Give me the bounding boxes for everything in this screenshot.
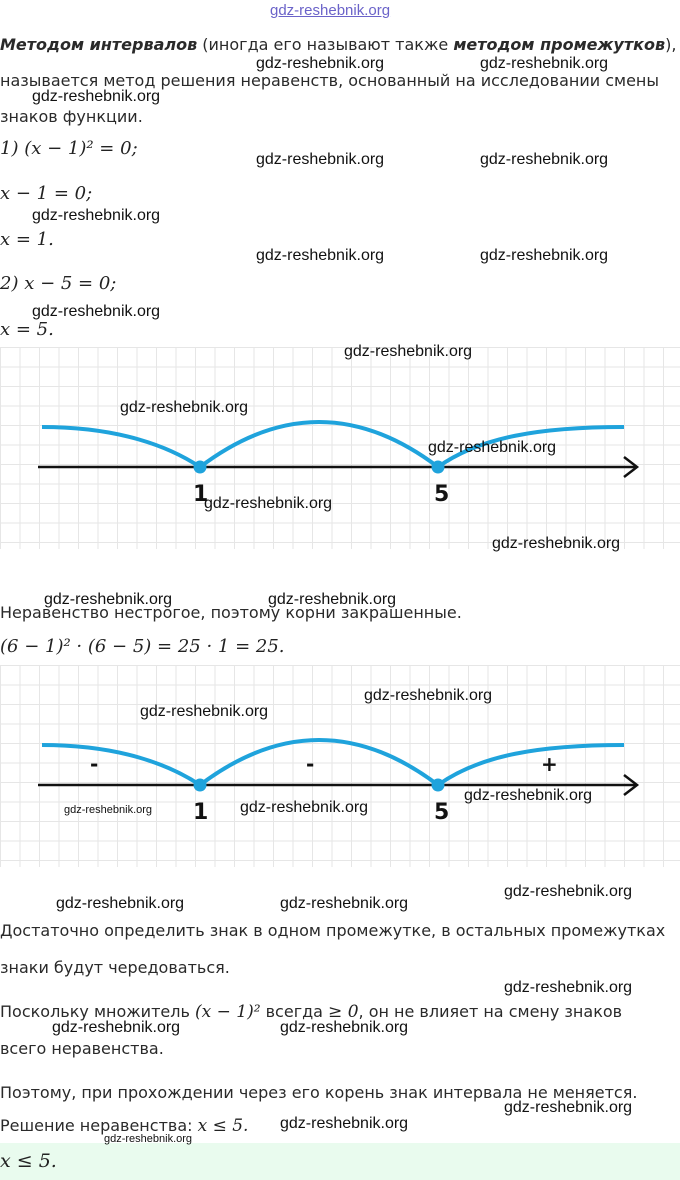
step-3: x = 1. [0,229,54,250]
watermark: gdz-reshebnik.org [256,55,385,72]
watermark: gdz-reshebnik.org [120,399,249,416]
solution-math: x ≤ 5. [197,1116,249,1136]
watermark: gdz-reshebnik.org [504,979,633,996]
step-5: x = 5. [0,319,54,340]
sign-arc-middle [200,422,438,467]
sign-arc-left [42,427,200,467]
watermark: gdz-reshebnik.org [240,799,369,816]
answer-box [0,1143,680,1180]
watermark: gdz-reshebnik.org [52,1019,181,1036]
watermark: gdz-reshebnik.org [32,88,161,105]
para-2-a: Поскольку множитель [0,1002,195,1021]
watermark: gdz-reshebnik.org [32,303,161,320]
sign-check-expression: (6 − 1)² · (6 − 5) = 25 · 1 = 25. [0,636,285,657]
watermark: gdz-reshebnik.org [480,247,609,264]
intro-line-1 [0,34,676,56]
sign-arc-middle [200,740,438,785]
sign-arc-right [438,745,624,785]
watermark-top[interactable]: gdz-reshebnik.org [270,2,391,19]
root-label-1: 1 [193,482,209,507]
intro-line-3: знаков функции. [0,107,143,126]
root-point-1 [194,779,207,792]
watermark: gdz-reshebnik.org [504,883,633,900]
answer-value: x ≤ 5. [0,1150,57,1172]
watermark: gdz-reshebnik.org [44,591,173,608]
step-2: x − 1 = 0; [0,183,93,204]
strict-note: Неравенство нестрогое, поэтому корни закрашенные. [0,603,462,622]
root-point-1 [194,461,207,474]
watermark: gdz-reshebnik.org [32,207,161,224]
watermark: gdz-reshebnik.org [428,439,557,456]
number-line-diagram-2 [0,665,680,867]
watermark: gdz-reshebnik.org [492,535,621,552]
root-label-5: 5 [434,482,450,507]
watermark: gdz-reshebnik.org [504,1099,633,1116]
sign-middle-interval: - [306,752,315,776]
para-1-line-1: Достаточно определить знак в одном промежутке, в остальных промежутках [0,921,666,940]
para-2-b: всегда [260,1002,329,1021]
para-2-math-factor: (x − 1)² [194,1002,261,1022]
watermark: gdz-reshebnik.org [204,495,333,512]
watermark: gdz-reshebnik.org [464,787,593,804]
solution-label: Решение неравенства: [0,1116,198,1135]
sign-right-interval: + [541,752,558,776]
watermark: gdz-reshebnik.org [56,895,185,912]
para-2-math-nonneg: ≥ 0 [328,1002,359,1022]
watermark: gdz-reshebnik.org [280,1019,409,1036]
watermark: gdz-reshebnik.org [480,151,609,168]
number-line-svg-2 [0,665,680,867]
root-label-5: 5 [434,800,450,825]
step-4: 2) x − 5 = 0; [0,273,117,294]
step-1: 1) (x − 1)² = 0; [0,138,138,159]
sign-arc-left [42,745,200,785]
watermark: gdz-reshebnik.org [480,55,609,72]
watermark: gdz-reshebnik.org [268,591,397,608]
watermark: gdz-reshebnik.org [364,687,493,704]
number-line-diagram-1 [0,347,680,549]
root-point-5 [432,779,445,792]
number-line-svg-1 [0,347,680,549]
term-interval-method: Методом интервалов [0,35,198,54]
para-1-line-2: знаки будут чередоваться. [0,958,230,977]
intro-mid-2: ), [665,35,677,54]
para-2-line-2: всего неравенства. [0,1039,164,1058]
watermark: gdz-reshebnik.org [256,247,385,264]
intro-line-2: называется метод решения неравенств, основанный на исследовании смены [0,71,660,90]
root-label-1: 1 [193,800,209,825]
watermark: gdz-reshebnik.org [104,1133,193,1145]
para-2-c: , он не влияет на смену знаков [358,1002,623,1021]
watermark: gdz-reshebnik.org [280,895,409,912]
para-3: Поэтому, при прохождении через его корень знак интервала не меняется. [0,1083,638,1102]
root-point-5 [432,461,445,474]
intro-mid-1: (иногда его называют также [197,35,454,54]
watermark: gdz-reshebnik.org [64,804,153,816]
watermark: gdz-reshebnik.org [256,151,385,168]
watermark: gdz-reshebnik.org [344,343,473,360]
sign-left-interval: - [90,752,99,776]
term-interval-method-alt: методом промежутков [453,35,666,54]
watermark: gdz-reshebnik.org [140,703,269,720]
watermark: gdz-reshebnik.org [280,1115,409,1132]
